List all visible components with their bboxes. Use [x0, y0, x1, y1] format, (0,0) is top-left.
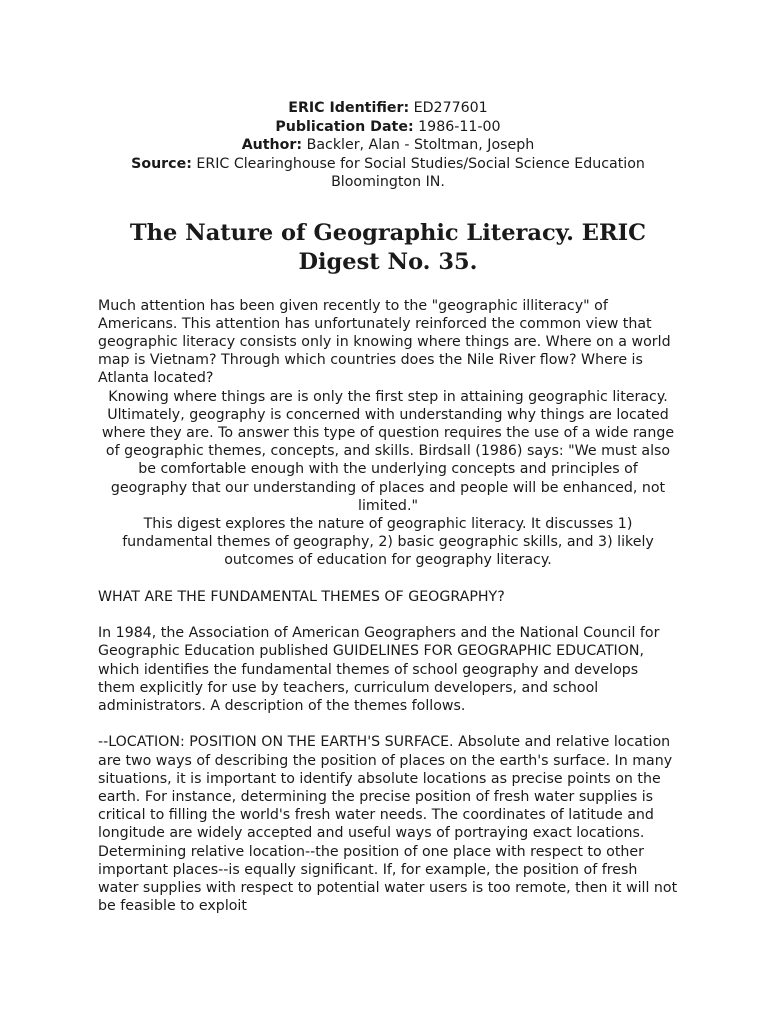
- publication-date-value: 1986-11-00: [413, 118, 501, 135]
- paragraph-knowing-where: Knowing where things are is only the first step in attaining geographic literacy. Ultimately, geography is concerned with understanding why things are located where they are. To answer this type of question requires the use of a wide range of geographic themes, concepts, and skills. Birdsall (1986) says: "We must also be comfortable enough with the underlying concepts and principles of geography that our understanding of places and people will be enhanced, not limited.": [101, 388, 675, 514]
- author-line: [98, 136, 678, 155]
- paragraph-spacer: [98, 715, 678, 733]
- eric-identifier-line: [98, 99, 678, 118]
- eric-identifier-value: ED277601: [409, 100, 488, 116]
- publication-date-line: [98, 118, 678, 137]
- source-label: Source:: [131, 155, 192, 172]
- author-value: Backler, Alan - Stoltman, Joseph: [302, 137, 535, 153]
- paragraph-intro: Much attention has been given recently to the "geographic illiteracy" of Americans. This attention has unfortunately reinforced the common view that geographic literacy consists only in knowing where things are. Where on a world map is Vietnam? Through which countries does the Nile River flow? Where is Atlanta located?: [98, 297, 671, 387]
- source-value: ERIC Clearinghouse for Social Studies/Social Science Education Bloomington IN.: [191, 155, 645, 190]
- document-page: [98, 99, 678, 915]
- paragraph-digest-explores: This digest explores the nature of geographic literacy. It discusses 1) fundamental themes of geography, 2) basic geographic skills, and 3) likely outcomes of education for geography literacy.: [122, 515, 654, 569]
- paragraph-spacer: [98, 570, 678, 588]
- paragraph-location-theme: --LOCATION: POSITION ON THE EARTH'S SURFACE. Absolute and relative location are two ways of describing the position of places on the earth's surface. In many situations, it is important to identify absolute locations as precise points on the earth. For instance, determining the precise position of fresh water supplies is critical to filling the world's fresh water needs. The coordinates of latitude and longitude are widely accepted and useful ways of portraying exact locations. Determining relative location--the position of one place with respect to other important places--is equally significant. If, for example, the position of fresh water supplies with respect to potential water users is too remote, then it will not be feasible to exploit: [98, 734, 678, 915]
- source-line: [98, 155, 678, 192]
- eric-identifier-label: ERIC Identifier:: [288, 100, 410, 116]
- document-metadata: [98, 99, 678, 192]
- document-title: The Nature of Geographic Literacy. ERIC Digest No. 35.: [129, 219, 647, 275]
- section-heading-themes: WHAT ARE THE FUNDAMENTAL THEMES OF GEOGRAPHY?: [98, 588, 505, 605]
- paragraph-spacer: [98, 606, 678, 624]
- author-label: Author:: [241, 137, 303, 153]
- publication-date-label: Publication Date:: [275, 118, 414, 135]
- document-body: [98, 297, 678, 916]
- paragraph-guidelines: In 1984, the Association of American Geographers and the National Council for Geographic Education published GUIDELINES FOR GEOGRAPHIC EDUCATION, which identifies the fundamental themes of school geography and develops them explicitly for use by teachers, curriculum developers, and school administrators. A description of the themes follows.: [98, 625, 660, 714]
